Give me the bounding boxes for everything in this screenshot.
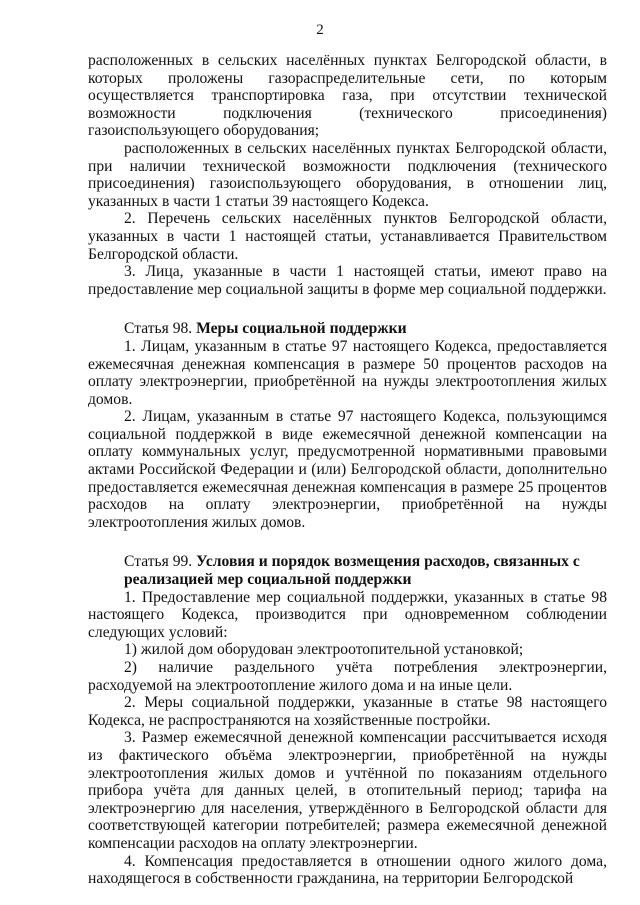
page-number: 2 <box>316 22 324 38</box>
spacer <box>88 531 607 553</box>
paragraph: 1. Предоставление мер социальной поддержки, указанных в статье 98 настоящего Кодекса, производится при одновременном соблюдении следующих условий: <box>88 588 607 641</box>
paragraph: 4. Компенсация предоставляется в отношении одного жилого дома, находящегося в собственности гражданина, на территории Белгородской <box>88 852 607 888</box>
list-item: 2) наличие раздельного учёта потребления электроэнергии, расходуемой на электроотопление жилого дома и на иные цели. <box>88 659 607 694</box>
paragraph: расположенных в сельских населённых пунктах Белгородской области, в которых проложены газораспределительные сети, по которым осуществляется транспортировка газа, при отсутствии технической возможности подключения (технического присоединения) газоиспользующего оборудования; <box>88 52 607 140</box>
list-item: 1) жилой дом оборудован электроотопительной установкой; <box>124 641 524 659</box>
paragraph: 3. Лица, указанные в части 1 настоящей статьи, имеют право на предоставление мер социальной защиты в форме мер социальной поддержки. <box>88 263 607 298</box>
article-99-title-line1: Условия и порядок возмещения расходов, связанных с <box>196 553 580 571</box>
paragraph: 2. Лицам, указанным в статье 97 настоящего Кодекса, пользующимся социальной поддержкой в виде ежемесячной денежной компенсации на оплату коммунальных услуг, предусмотренной нормативными правовыми актами Российской Федерации и (или) Белгородской области, дополнительно предоставляется ежемесячная денежная компенсация в размере 25 процентов расходов на оплату электроэнергии, приобретённой на нужды электроотопления жилых домов. <box>88 408 607 531</box>
paragraph: 3. Размер ежемесячной денежной компенсации рассчитывается исходя из фактического объёма электроэнергии, приобретённой на нужды электроотопления жилых домов и учтённой по показаниям отдельного прибора учёта для данных целей, в отопительный период; тарифа на электроэнергию для населения, утверждённого в Белгородской области для соответствующей категории потребителей; размера ежемесячной денежной компенсации расходов на оплату электроэнергии. <box>88 729 607 852</box>
article-99-prefix: Статья 99. <box>124 553 197 571</box>
paragraph: расположенных в сельских населённых пунктах Белгородской области, при наличии технической возможности подключения (технического присоединения) газоиспользующего оборудования, в отношении лиц, указанных в части 1 статьи 39 настоящего Кодекса. <box>88 139 607 210</box>
paragraph: 2. Перечень сельских населённых пунктов Белгородской области, указанных в части 1 настоящей статьи, устанавливается Правительством Белгородской области. <box>88 210 607 263</box>
paragraph: 1. Лицам, указанным в статье 97 настоящего Кодекса, предоставляется ежемесячная денежная компенсация в размере 50 процентов расходов на оплату электроэнергии, приобретённой на нужды электроотопления жилых домов. <box>88 337 607 408</box>
spacer <box>88 298 607 320</box>
article-98-heading <box>88 320 607 338</box>
article-99-title-line2: реализацией мер социальной поддержки <box>124 571 412 589</box>
article-98-title: Меры социальной поддержки <box>196 320 407 338</box>
article-98-prefix: Статья 98. <box>124 320 197 338</box>
article-99-heading <box>88 553 607 571</box>
document-body <box>88 52 607 888</box>
paragraph: 2. Меры социальной поддержки, указанные в статье 98 настоящего Кодекса, не распространяются на хозяйственные постройки. <box>88 694 607 729</box>
